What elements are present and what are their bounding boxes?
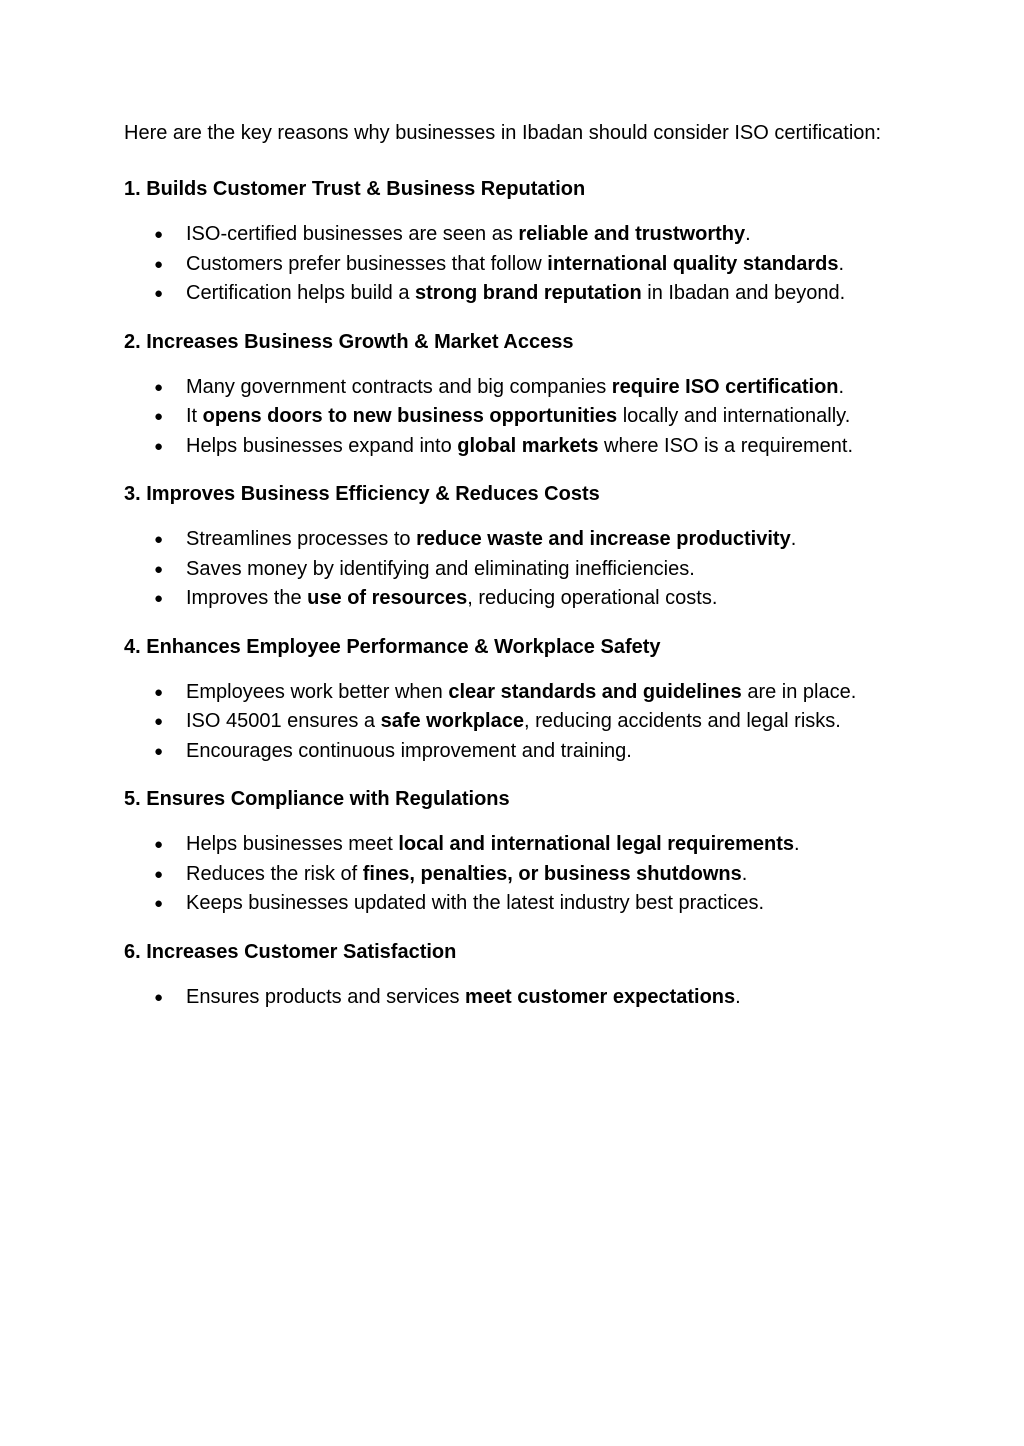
section-6 [124,937,884,1013]
text-run: ISO 45001 ensures a [186,710,381,732]
text-run: where ISO is a requirement. [598,434,854,457]
text-run: ISO-certified businesses are seen as [186,223,519,245]
bullet-item [124,250,884,280]
bullet-item [124,279,884,309]
bullet-dot-icon: ● [154,255,164,273]
bullet-dot-icon: ● [154,895,164,912]
text-run: , reducing operational costs. [467,587,718,609]
bullet-dot-icon: ● [154,683,164,701]
bullet-list [124,678,884,767]
bullet-item [124,707,884,737]
text-run: locally and internationally. [617,405,851,427]
section-heading: 4. Enhances Employee Performance & Workplace Safety [124,635,661,658]
text-run: . [745,223,751,245]
text-run: . [735,985,741,1008]
section-4 [124,632,884,767]
text-run: . [793,833,800,855]
bullet-item [124,830,884,860]
bullet-item [124,555,884,585]
bullet-item [124,402,884,432]
bullet-list [124,983,884,1013]
text-run: Customers prefer businesses that follow [186,252,548,275]
text-run: Certification helps build a [186,282,416,304]
bullet-list [124,830,884,919]
text-run: Ensures products and services [186,985,466,1008]
text-run: . [838,252,845,275]
text-run: Many government contracts and big companies [186,375,612,398]
text-run: Employees work better when [186,680,449,703]
section-5 [124,784,884,919]
text-run: , reducing accidents and legal risks. [524,710,841,732]
text-run: Helps businesses expand into [186,434,458,457]
bold-text: meet customer expectations [465,985,736,1008]
bullet-item [124,860,884,890]
text-run: Improves the [186,587,308,609]
bullet-dot-icon: ● [154,713,164,730]
section-1 [124,174,884,309]
bold-text: use of resources [307,587,468,609]
bullet-item [124,983,884,1013]
bullet-dot-icon: ● [154,865,164,883]
bullet-item [124,889,884,919]
bold-text: opens doors to new business opportunities [202,405,618,427]
document-page [124,118,884,1030]
bullet-dot-icon: ● [154,378,164,396]
bullet-item [124,737,884,767]
section-heading: 2. Increases Business Growth & Market Access [124,330,574,353]
text-run: . [790,528,797,550]
bullet-dot-icon: ● [154,560,164,578]
bold-text: reduce waste and increase productivity [416,528,791,550]
text-run: are in place. [741,680,857,703]
bullet-dot-icon: ● [154,437,164,455]
bullet-list [124,373,884,462]
text-run: Saves money by identifying and eliminating inefficiencies. [186,557,695,580]
sections-container [124,174,884,1012]
bullet-dot-icon: ● [154,742,164,760]
bullet-dot-icon: ● [154,988,164,1006]
text-run: Streamlines processes to [186,528,417,550]
bullet-item [124,584,884,614]
bullet-dot-icon: ● [154,531,164,548]
bullet-dot-icon: ● [154,408,164,425]
bullet-item [124,678,884,708]
bold-text: international quality standards [547,252,839,275]
text-run: Encourages continuous improvement and training. [186,739,632,762]
bold-text: strong brand reputation [415,282,642,304]
bold-text: safe workplace [380,710,524,732]
bold-text: require ISO certification [611,375,839,398]
bold-text: reliable and trustworthy [518,223,746,245]
text-run: Reduces the risk of [186,862,363,885]
text-run: . [741,862,748,885]
intro-paragraph: Here are the key reasons why businesses in Ibadan should consider ISO certification: [124,122,882,144]
bullet-item [124,373,884,403]
section-2 [124,327,884,462]
text-run: . [838,375,845,398]
section-heading: 5. Ensures Compliance with Regulations [124,788,510,810]
bullet-dot-icon: ● [154,590,164,607]
bold-text: global markets [457,434,599,457]
bold-text: clear standards and guidelines [448,680,742,703]
text-run: Keeps businesses updated with the latest industry best practices. [186,892,765,914]
bullet-dot-icon: ● [154,226,164,243]
bullet-item [124,432,884,462]
bold-text: fines, penalties, or business shutdowns [362,862,742,885]
section-heading: 3. Improves Business Efficiency & Reduces Costs [124,483,600,505]
section-heading: 6. Increases Customer Satisfaction [124,940,457,963]
bullet-dot-icon: ● [154,285,164,302]
bullet-item [124,525,884,555]
text-run: Helps businesses meet [186,833,399,855]
bullet-item [124,220,884,250]
bullet-list [124,220,884,309]
bullet-list [124,525,884,614]
bold-text: local and international legal requirements [398,833,794,855]
section-3 [124,479,884,614]
bullet-dot-icon: ● [154,836,164,853]
text-run: It [186,405,203,427]
section-heading: 1. Builds Customer Trust & Business Reputation [124,178,586,200]
text-run: in Ibadan and beyond. [641,282,846,304]
